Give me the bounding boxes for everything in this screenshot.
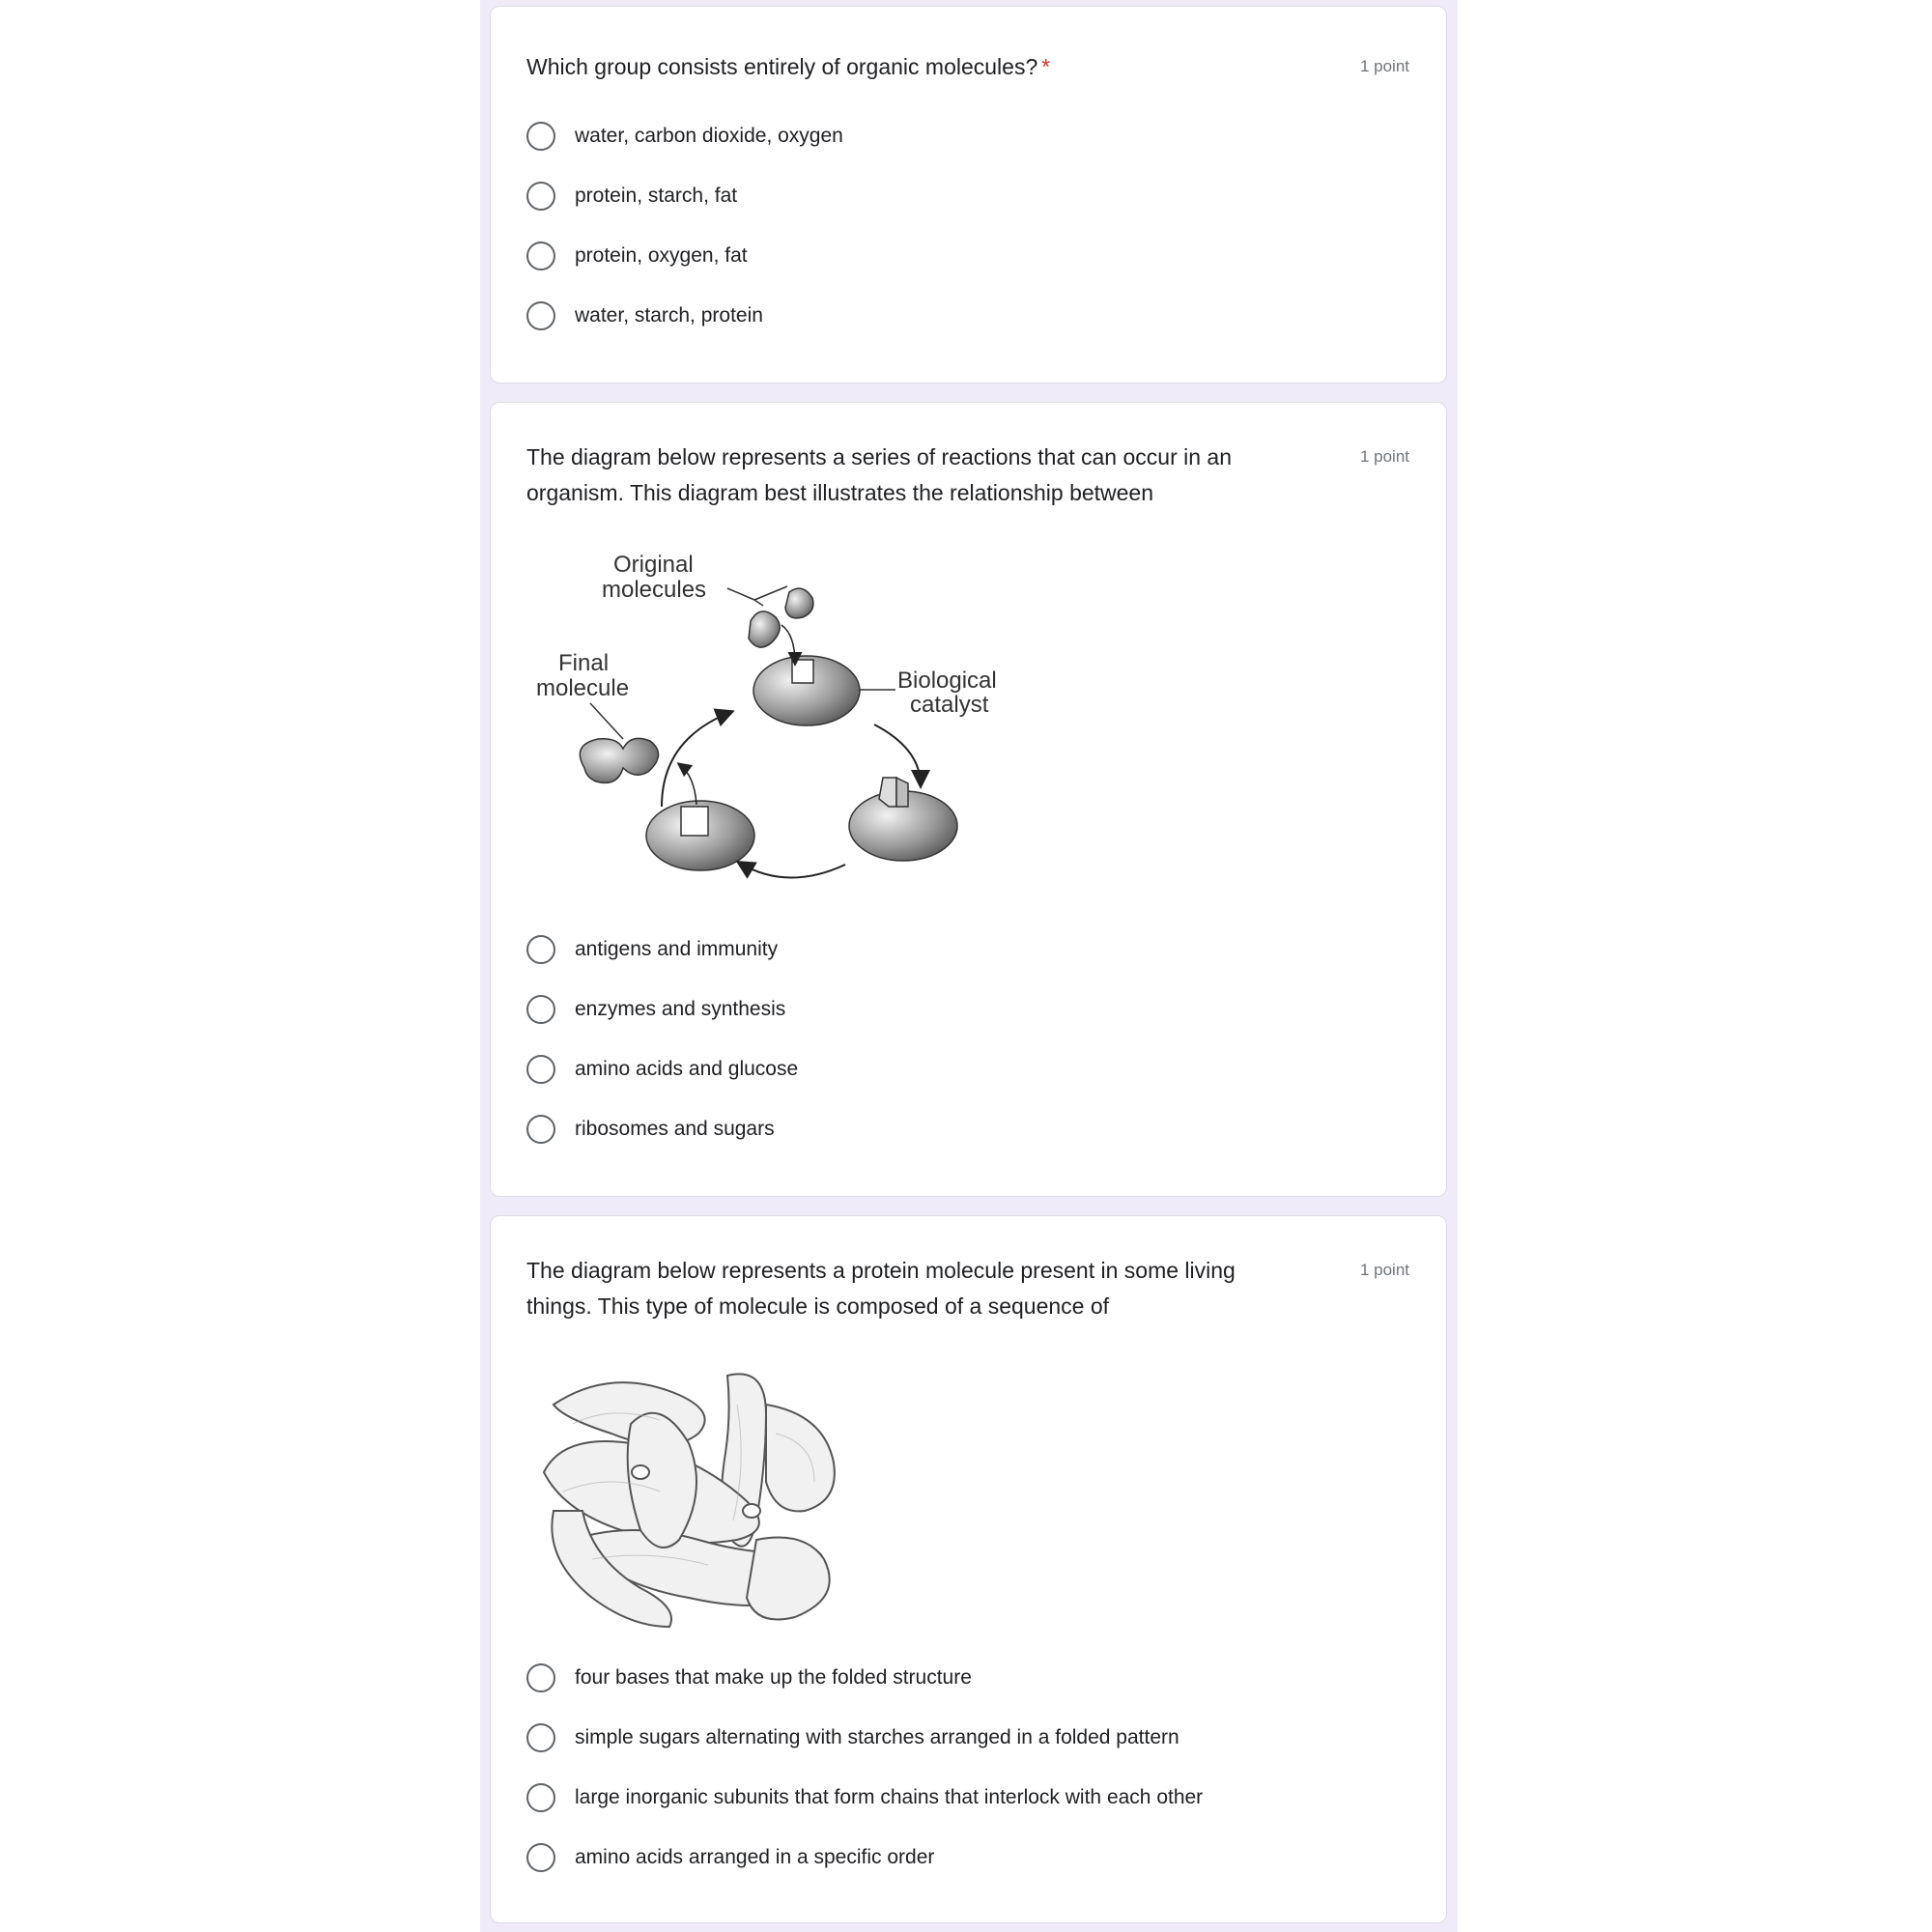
question-title [526,49,1328,85]
question-text-line-1: The diagram below represents a series of reactions that can occur in an [526,444,1232,469]
question-text: Which group consists entirely of organic molecules? [526,54,1038,79]
option-antigens-and-immunity[interactable] [526,930,778,969]
radio-button[interactable] [526,242,555,270]
option-label: amino acids and glucose [575,1058,799,1080]
option-label: protein, starch, fat [575,185,738,207]
option-label: four bases that make up the folded structure [575,1666,972,1689]
option-simple-sugars[interactable] [526,1719,1179,1757]
option-water-carbon-dioxide-oxygen[interactable] [526,117,843,156]
option-label: water, carbon dioxide, oxygen [575,125,843,147]
option-label: antigens and immunity [575,938,779,960]
label-final-1: Final [558,650,610,676]
option-water-starch-protein[interactable] [526,297,763,335]
question-text-line-1: The diagram below represents a protein molecule present in some living [526,1258,1236,1283]
radio-button[interactable] [526,1055,555,1084]
option-label: protein, oxygen, fat [575,244,748,267]
radio-button[interactable] [526,995,555,1024]
option-label: amino acids arranged in a specific order [575,1846,935,1868]
option-four-bases[interactable] [526,1659,972,1697]
points-label: 1 point [1359,447,1409,466]
enzyme-reaction-diagram [526,546,1029,894]
radio-button[interactable] [526,182,555,211]
option-label: water, starch, protein [575,304,763,327]
question-title [526,440,1328,511]
question-title [526,1253,1328,1324]
label-original-2: molecules [602,577,707,603]
required-asterisk: * [1041,54,1051,79]
radio-button[interactable] [526,301,555,330]
option-label: large inorganic subunits that form chains that interlock with each other [575,1786,1204,1808]
question-card-3 [490,1215,1447,1923]
option-protein-oxygen-fat[interactable] [526,237,748,275]
radio-button[interactable] [526,1843,555,1872]
radio-button[interactable] [526,1723,555,1752]
label-catalyst-1: Biological [897,668,997,694]
question-card-2 [490,402,1447,1197]
option-enzymes-and-synthesis[interactable] [526,990,785,1029]
label-original-1: Original [613,552,694,578]
option-protein-starch-fat[interactable] [526,177,737,215]
question-text-line-2: organism. This diagram best illustrates the relationship between [526,480,1154,505]
radio-button[interactable] [526,122,555,151]
protein-molecule-diagram [534,1366,853,1632]
question-text-line-2: things. This type of molecule is composed of a sequence of [526,1293,1110,1319]
points-label: 1 point [1359,57,1409,75]
option-label: ribosomes and sugars [575,1118,775,1140]
option-amino-acids-and-glucose[interactable] [526,1050,798,1089]
radio-button[interactable] [526,1663,555,1692]
label-catalyst-2: catalyst [910,692,989,718]
option-ribosomes-and-sugars[interactable] [526,1110,775,1149]
option-large-inorganic-subunits[interactable] [526,1778,1203,1817]
radio-button[interactable] [526,1115,555,1144]
option-label: simple sugars alternating with starches arranged in a folded pattern [575,1726,1179,1748]
radio-button[interactable] [526,1783,555,1812]
option-label: enzymes and synthesis [575,998,786,1020]
points-label: 1 point [1359,1261,1409,1279]
question-card-1 [490,6,1447,384]
radio-button[interactable] [526,935,555,964]
option-amino-acids-specific-order[interactable] [526,1838,934,1877]
label-final-2: molecule [536,675,630,701]
